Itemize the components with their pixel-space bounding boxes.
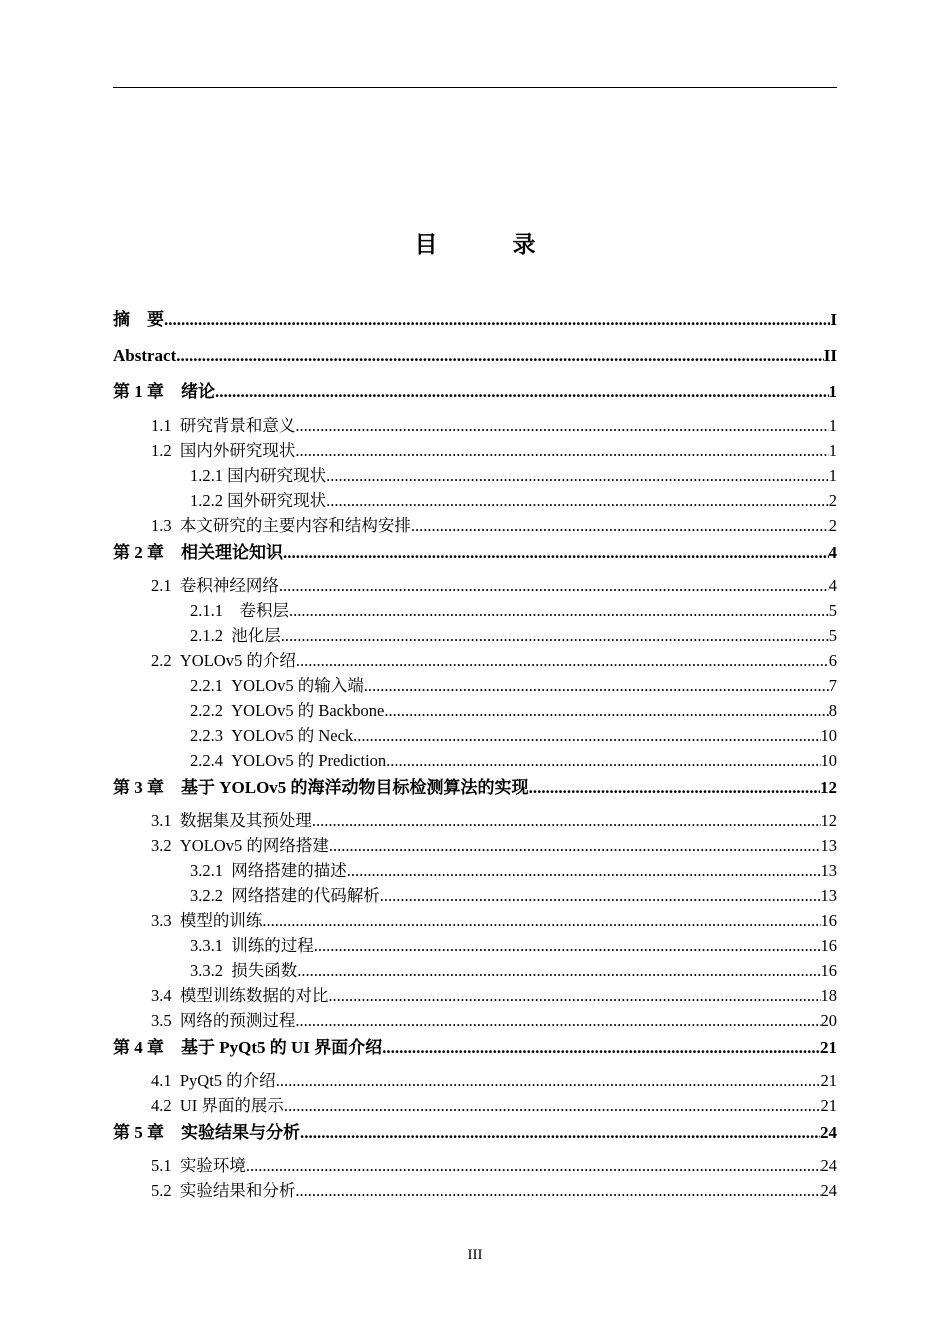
toc-entry-page: II [823, 346, 837, 365]
toc-leader-dots [384, 698, 828, 723]
toc-entry-label: 相关理论知识 [181, 543, 283, 562]
toc-entry-label: 模型的训练 [179, 911, 263, 930]
toc-entry-page: 12 [820, 778, 837, 797]
toc-entry[interactable] [113, 438, 837, 463]
toc-entry[interactable] [113, 463, 837, 488]
toc-leader-dots [326, 463, 829, 488]
toc-entry-page: 24 [820, 1123, 837, 1142]
toc-entry-page: 13 [820, 836, 837, 855]
toc-entry-number: 第 1 章 [113, 382, 181, 401]
toc-entry-label: YOLOv5 的 Neck [231, 726, 354, 745]
toc-entry-label: YOLOv5 的 Prediction [231, 751, 387, 770]
toc-leader-dots [176, 341, 824, 371]
toc-entry-number: 2.1 [151, 576, 180, 595]
toc-entry-number: 2.2.1 [190, 676, 232, 695]
toc-entry-label: 卷积层 [239, 601, 289, 620]
toc-entry-page: 24 [820, 1181, 837, 1200]
toc-entry-label: UI 界面的展示 [179, 1096, 284, 1115]
toc-entry-page: 24 [820, 1156, 837, 1175]
toc-entry-page: 10 [820, 726, 837, 745]
toc-leader-dots [297, 958, 820, 983]
toc-entry-page: 13 [820, 886, 837, 905]
toc-leader-dots [380, 883, 821, 908]
toc-entry-number: 5.2 [151, 1181, 180, 1200]
toc-leader-dots [215, 377, 829, 407]
toc-leader-dots [326, 488, 829, 513]
toc-entry-label: YOLOv5 的输入端 [231, 676, 364, 695]
toc-leader-dots [295, 1008, 820, 1033]
toc-entry[interactable] [113, 488, 837, 513]
toc-entry-label: 实验结果和分析 [179, 1181, 296, 1200]
toc-entry-page: I [830, 310, 837, 329]
toc-entry-label: 网络搭建的代码解析 [231, 886, 380, 905]
toc-entry[interactable] [113, 623, 837, 648]
toc-entry-page: 7 [828, 676, 837, 695]
toc-entry-label: 损失函数 [231, 961, 298, 980]
toc-leader-dots [364, 673, 829, 698]
page-number: III [467, 1247, 483, 1263]
toc-entry[interactable] [113, 1118, 837, 1153]
toc-entry-label: 训练的过程 [231, 936, 314, 955]
toc-leader-dots [279, 573, 829, 598]
toc-entry[interactable] [113, 538, 837, 573]
toc-entry-label: PyQt5 的介绍 [179, 1071, 276, 1090]
toc-entry-label: 国内外研究现状 [179, 441, 296, 460]
toc-entry-page: 13 [820, 861, 837, 880]
toc-entry[interactable] [113, 1153, 837, 1178]
toc-leader-dots [276, 1068, 821, 1093]
toc-entry[interactable] [113, 833, 837, 858]
toc-leader-dots [300, 1118, 820, 1148]
toc-entry-page: 21 [820, 1096, 837, 1115]
toc-leader-dots [284, 1093, 821, 1118]
toc-entry-number: 2.2.2 [190, 701, 232, 720]
toc-entry-number: 2.2 [151, 651, 180, 670]
toc-entry[interactable] [113, 748, 837, 773]
toc-entry-number: 1.2.1 [190, 466, 228, 485]
toc-entry-number: 第 3 章 [113, 778, 181, 797]
toc-leader-dots [295, 438, 828, 463]
toc-leader-dots [347, 858, 821, 883]
toc-leader-dots [164, 305, 830, 335]
toc-entry-number: 2.2.4 [190, 751, 232, 770]
toc-entry[interactable] [113, 377, 837, 413]
toc-entry-number: 5.1 [151, 1156, 180, 1175]
toc-entry-label: 研究背景和意义 [179, 416, 296, 435]
toc-entry-label: 模型训练数据的对比 [179, 986, 329, 1005]
toc-entry-label: 网络的预测过程 [179, 1011, 296, 1030]
toc-entry[interactable] [113, 305, 837, 341]
toc-entry-page: 8 [828, 701, 837, 720]
toc-entry-page: 12 [820, 811, 837, 830]
toc-entry-page: 1 [828, 382, 837, 401]
toc-entry-number: 3.2.1 [190, 861, 232, 880]
toc-entry[interactable] [113, 908, 837, 933]
toc-entry-number: 3.4 [151, 986, 180, 1005]
toc-entry-page: 16 [820, 936, 837, 955]
toc-entry-label: 网络搭建的描述 [231, 861, 347, 880]
toc-entry-number: 4.1 [151, 1071, 180, 1090]
table-of-contents [113, 305, 837, 1203]
toc-leader-dots [386, 748, 820, 773]
toc-entry-label: 基于 PyQt5 的 UI 界面介绍 [181, 1038, 383, 1057]
toc-entry[interactable] [113, 883, 837, 908]
toc-entry[interactable] [113, 1033, 837, 1068]
toc-entry[interactable] [113, 723, 837, 748]
toc-leader-dots [283, 538, 829, 568]
toc-entry-page: 2 [828, 516, 837, 535]
toc-entry-page: 4 [828, 576, 837, 595]
toc-entry-label: 卷积神经网络 [179, 576, 279, 595]
toc-entry[interactable] [113, 773, 837, 808]
toc-entry-page: 21 [820, 1038, 837, 1057]
toc-entry[interactable] [113, 673, 837, 698]
toc-entry-page: 4 [828, 543, 837, 562]
toc-leader-dots [246, 1153, 821, 1178]
toc-entry-label: 国内研究现状 [227, 466, 327, 485]
toc-entry-page: 5 [828, 626, 837, 645]
toc-entry[interactable] [113, 573, 837, 598]
toc-leader-dots [312, 808, 821, 833]
toc-entry[interactable] [113, 1093, 837, 1118]
toc-entry-label: YOLOv5 的网络搭建 [179, 836, 329, 855]
toc-leader-dots [295, 413, 828, 438]
toc-leader-dots [529, 773, 820, 803]
toc-entry-label: 实验结果与分析 [181, 1123, 300, 1142]
toc-entry[interactable] [113, 1068, 837, 1093]
toc-leader-dots [296, 648, 829, 673]
toc-entry-number: 1.3 [151, 516, 180, 535]
toc-entry-page: 5 [828, 601, 837, 620]
toc-entry[interactable] [113, 958, 837, 983]
toc-entry[interactable] [113, 858, 837, 883]
toc-entry-label: 本文研究的主要内容和结构安排 [179, 516, 411, 535]
toc-entry-page: 1 [828, 441, 837, 460]
toc-entry-page: 16 [820, 911, 837, 930]
toc-entry-number: 3.2 [151, 836, 180, 855]
toc-entry-label: 摘 要 [113, 310, 164, 329]
toc-entry-number: 4.2 [151, 1096, 180, 1115]
toc-entry-number: 3.3 [151, 911, 180, 930]
toc-leader-dots [328, 983, 820, 1008]
toc-leader-dots [329, 833, 821, 858]
toc-entry-number: 3.2.2 [190, 886, 232, 905]
toc-leader-dots [353, 723, 820, 748]
toc-leader-dots [289, 598, 829, 623]
toc-entry-page: 10 [820, 751, 837, 770]
page-title: 目 录 [414, 232, 562, 258]
toc-entry-number: 第 4 章 [113, 1038, 181, 1057]
toc-entry[interactable] [113, 1178, 837, 1203]
toc-entry-number: 3.3.2 [190, 961, 232, 980]
toc-entry-page: 16 [820, 961, 837, 980]
toc-entry[interactable] [113, 648, 837, 673]
toc-entry[interactable] [113, 513, 837, 538]
toc-entry-page: 1 [828, 466, 837, 485]
toc-entry-label: 实验环境 [179, 1156, 246, 1175]
toc-entry-number: 3.5 [151, 1011, 180, 1030]
toc-entry-number: 1.1 [151, 416, 180, 435]
toc-entry-label: 池化层 [231, 626, 281, 645]
toc-entry-number: 3.3.1 [190, 936, 232, 955]
toc-leader-dots [262, 908, 820, 933]
toc-entry[interactable] [113, 1008, 837, 1033]
toc-entry-page: 6 [828, 651, 837, 670]
toc-entry-label: 数据集及其预处理 [179, 811, 312, 830]
toc-entry-page: 2 [828, 491, 837, 510]
toc-leader-dots [314, 933, 821, 958]
toc-entry-number: 第 2 章 [113, 543, 181, 562]
toc-entry-label: 基于 YOLOv5 的海洋动物目标检测算法的实现 [181, 778, 529, 797]
toc-entry[interactable] [113, 598, 837, 623]
toc-entry-page: 1 [828, 416, 837, 435]
toc-entry-number: 2.1.2 [190, 626, 232, 645]
toc-entry-page: 18 [820, 986, 837, 1005]
header-rule [113, 87, 837, 88]
toc-entry-page: 21 [820, 1071, 837, 1090]
toc-entry-number: 第 5 章 [113, 1123, 181, 1142]
toc-leader-dots [382, 1033, 820, 1063]
toc-entry-number: 1.2.2 [190, 491, 228, 510]
toc-entry-label: 国外研究现状 [227, 491, 327, 510]
toc-leader-dots [411, 513, 829, 538]
toc-entry-label: YOLOv5 的介绍 [179, 651, 296, 670]
toc-entry-number: 2.1.1 [190, 601, 240, 620]
toc-entry-number: 1.2 [151, 441, 180, 460]
toc-entry-page: 20 [820, 1011, 837, 1030]
toc-entry[interactable] [113, 341, 837, 377]
toc-leader-dots [295, 1178, 820, 1203]
toc-entry[interactable] [113, 698, 837, 723]
toc-entry-number: 2.2.3 [190, 726, 232, 745]
toc-entry-number: 3.1 [151, 811, 180, 830]
toc-entry[interactable] [113, 413, 837, 438]
toc-entry[interactable] [113, 808, 837, 833]
toc-entry-label: Abstract [113, 346, 177, 365]
toc-entry-label: 绪论 [181, 382, 215, 401]
toc-leader-dots [281, 623, 829, 648]
toc-entry[interactable] [113, 983, 837, 1008]
toc-entry-label: YOLOv5 的 Backbone [231, 701, 385, 720]
toc-entry[interactable] [113, 933, 837, 958]
